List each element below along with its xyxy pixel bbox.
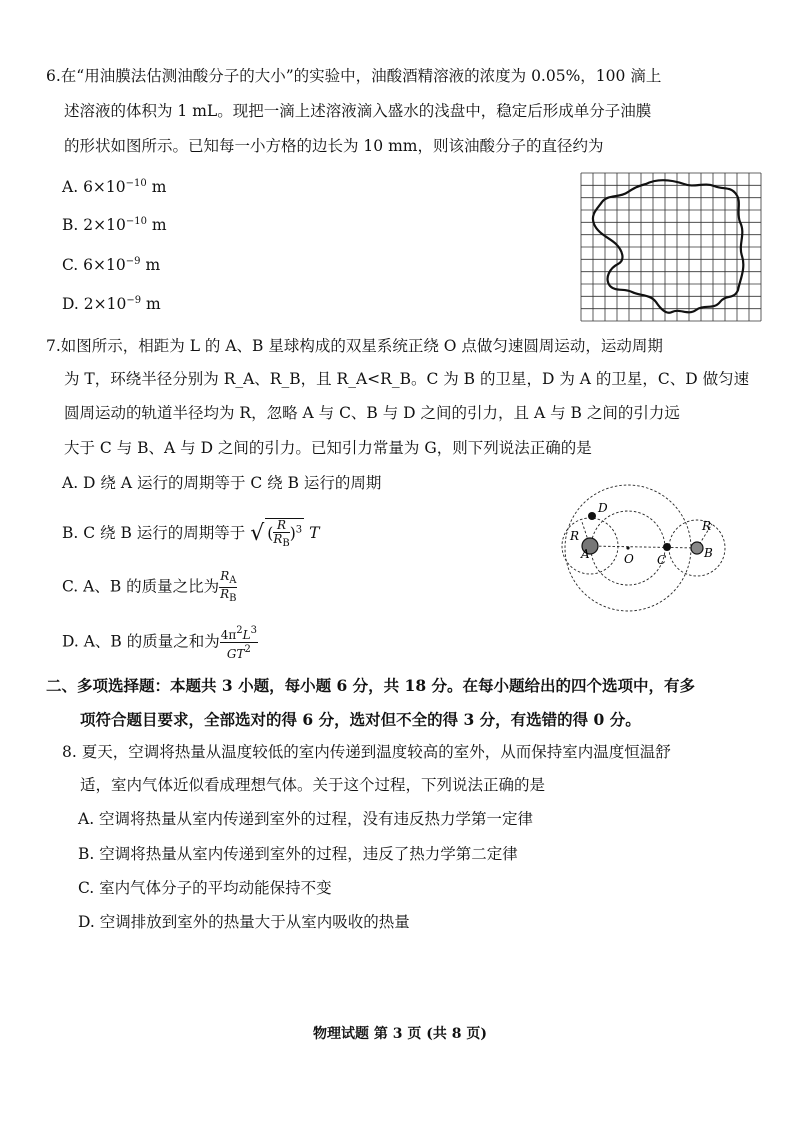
binary-star-diagram bbox=[552, 478, 748, 618]
q6-line-1: 6.在“用油膜法估测油酸分子的大小”的实验中，油酸酒精溶液的浓度为 0.05%，100 滴上 bbox=[46, 67, 662, 85]
q7-line-2: 为 T，环绕半径分别为 R_A、R_B，且 R_A<R_B。C 为 B 的卫星，D 为 A 的卫星，C、D 做匀速 bbox=[64, 370, 750, 388]
section2-heading-line-2: 项符合题目要求，全部选对的得 6 分，选对但不全的得 3 分，有选错的得 0 分。 bbox=[80, 710, 641, 729]
q7-line-1: 7.如图所示，相距为 L 的 A、B 星球构成的双星系统正绕 O 点做匀速圆周运动，运动周期 bbox=[46, 337, 663, 355]
q6-option-d: D. $2\times 10^{-9}$ m bbox=[62, 295, 161, 313]
oil-film-grid-figure bbox=[580, 172, 762, 322]
q6-line-2: 述溶液的体积为 1 mL。现把一滴上述溶液滴入盛水的浅盘中，稳定后形成单分子油膜 bbox=[64, 102, 652, 120]
q8-line-2: 适，室内气体近似看成理想气体。关于这个过程，下列说法正确的是 bbox=[80, 776, 546, 794]
label-o: O bbox=[624, 552, 634, 566]
label-c: C bbox=[657, 553, 667, 567]
q7-line-3: 圆周运动的轨道半径均为 R，忽略 A 与 C、B 与 D 之间的引力，且 A 与 B 之间的引力远 bbox=[64, 404, 680, 422]
grid-lines bbox=[581, 173, 761, 321]
ratio-fraction: $\frac{R_A}{R_B}$ bbox=[220, 569, 237, 604]
q7-option-a: A. D 绕 A 运行的周期等于 C 绕 B 运行的周期 bbox=[62, 474, 382, 492]
q8-option-d: D. 空调排放到室外的热量大于从室内吸收的热量 bbox=[78, 913, 410, 931]
q6-option-c: C. $6\times 10^{-9}$ m bbox=[62, 256, 161, 274]
q6-line-3: 的形状如图所示。已知每一小方格的边长为 10 mm，则该油酸分子的直径约为 bbox=[64, 137, 604, 155]
label-d: D bbox=[598, 501, 608, 515]
q7-option-b: B. C 绕 B 运行的周期等于 √ ( $\frac{R}{R_B}$ )$^3$ T bbox=[62, 518, 320, 549]
q7-line-4: 大于 C 与 B、A 与 D 之间的引力。已知引力常量为 G，则下列说法正确的是 bbox=[64, 439, 592, 457]
mass-sum-fraction: $\frac{4\pi^2L^3}{GT^2}$ bbox=[220, 625, 257, 661]
label-r-right: R bbox=[702, 519, 712, 533]
section2-heading-line-1: 二、多项选择题：本题共 3 小题，每小题 6 分，共 18 分。在每小题给出的四个选项中，有多 bbox=[46, 676, 696, 695]
label-a: A bbox=[581, 547, 590, 561]
q8-line-1: 8. 夏天，空调将热量从温度较低的室内传递到温度较高的室外，从而保持室内温度恒温舒 bbox=[62, 743, 671, 761]
satellite-d bbox=[588, 512, 596, 520]
star-b bbox=[691, 542, 703, 554]
sqrt-expression: ( $\frac{R}{R_B}$ )$^3$ bbox=[267, 518, 303, 549]
q8-option-c: C. 室内气体分子的平均动能保持不变 bbox=[78, 879, 332, 897]
page-footer: 物理试题 第 3 页 (共 8 页) bbox=[313, 1026, 487, 1042]
q8-option-a: A. 空调将热量从室内传递到室外的过程，没有违反热力学第一定律 bbox=[78, 810, 534, 828]
oil-film-outline bbox=[593, 180, 743, 313]
label-r-left: R bbox=[570, 529, 580, 543]
q8-option-b: B. 空调将热量从室内传递到室外的过程，违反了热力学第二定律 bbox=[78, 845, 518, 863]
satellite-c bbox=[663, 543, 671, 551]
center-o bbox=[626, 546, 629, 549]
label-b: B bbox=[704, 546, 713, 560]
q7-option-d: D. A、B 的质量之和为 $\frac{4\pi^2L^3}{GT^2}$ bbox=[62, 625, 257, 661]
q6-option-b: B. $2\times 10^{-10}$ m bbox=[62, 216, 167, 234]
axis-line bbox=[590, 546, 697, 548]
q6-option-a: A. $6\times 10^{-10}$ m bbox=[62, 178, 167, 196]
q7-option-c: C. A、B 的质量之比为 $\frac{R_A}{R_B}$ bbox=[62, 569, 237, 604]
